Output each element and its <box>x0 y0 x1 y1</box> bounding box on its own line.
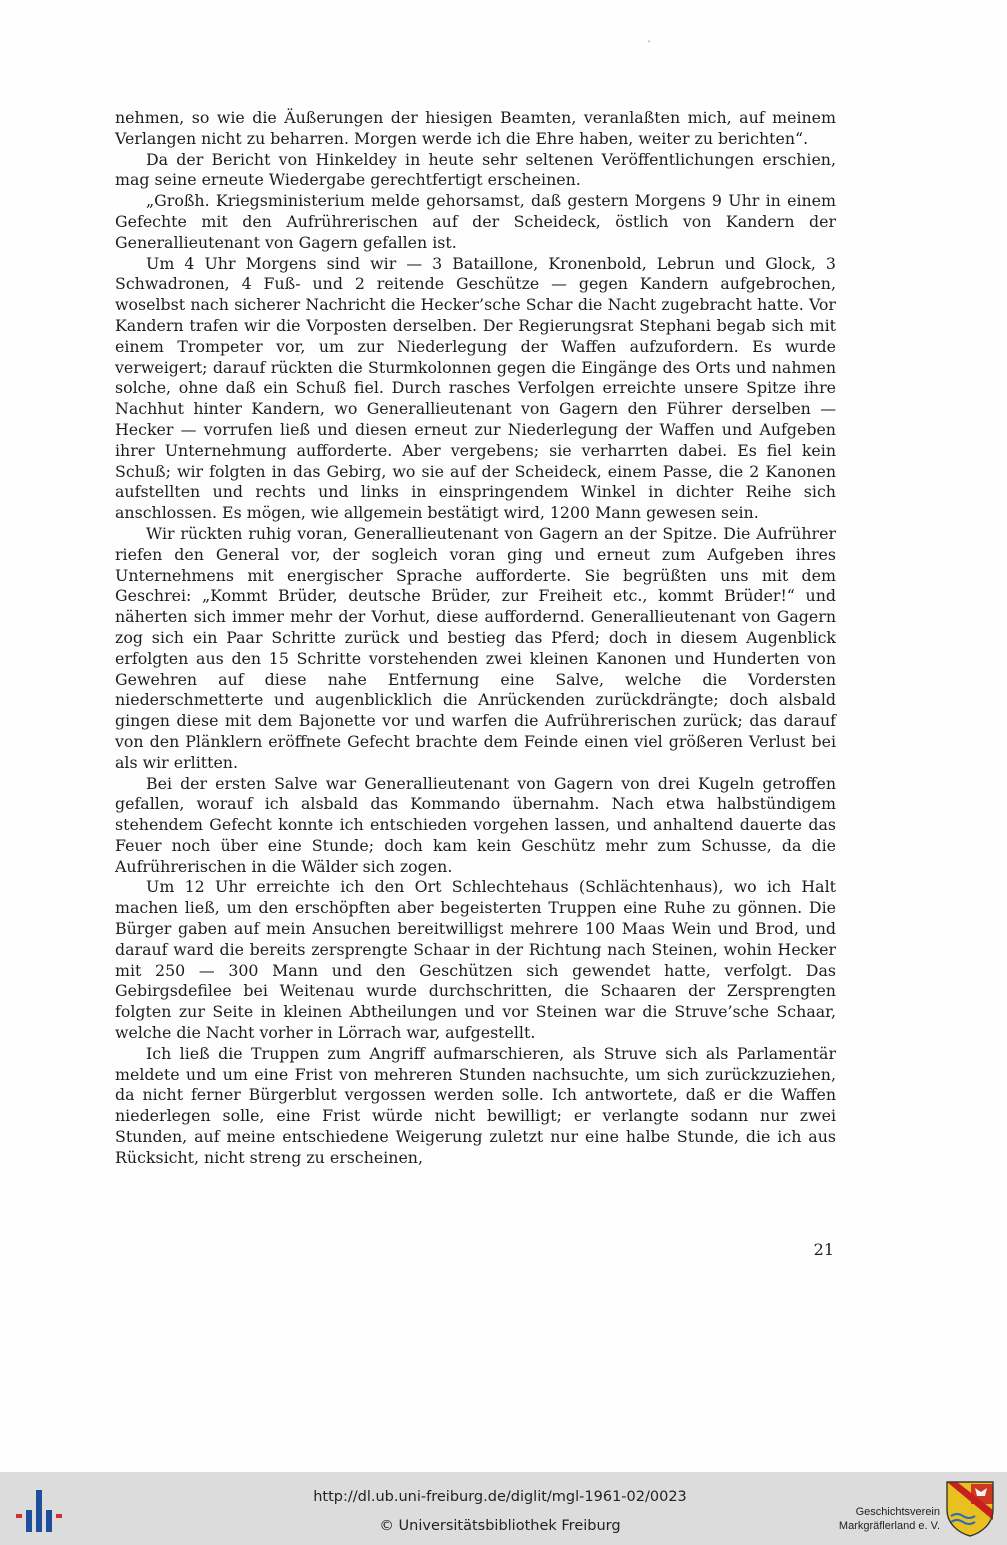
paragraph-3: „Großh. Kriegsministerium melde gehorsamst, daß gestern Morgens 9 Uhr in einem Gefechte mit den Aufrührerischen auf der Scheideck, östlich von Kandern der Generallieutenant von Gagern gefallen ist. <box>115 191 836 252</box>
society-crest-icon <box>945 1480 995 1538</box>
paragraph-6: Bei der ersten Salve war Generallieutenant von Gagern von drei Kugeln getroffen gefallen, worauf ich alsbald das Kommando übernahm. Nach etwa halbstündigem stehendem Gefecht konnte ich entschieden vorgehen lassen, und anhaltend dauerte das Feuer noch über eine Stunde; doch kam kein Geschütz mehr zum Schusse, da die Aufrührerischen in die Wälder sich zogen. <box>115 773 836 876</box>
society-name-line-2: Markgräflerland e. V. <box>838 1520 940 1532</box>
copyright-text: © Universitätsbibliothek Freiburg <box>379 1518 621 1534</box>
society-name <box>800 1505 940 1533</box>
paragraph-2: Da der Bericht von Hinkeldey in heute sehr seltenen Veröffentlichungen erschien, mag seine erneute Wiedergabe gerechtfertigt erscheinen. <box>115 149 836 190</box>
ub-freiburg-logo-icon <box>12 1484 66 1534</box>
page-number: 21 <box>813 1240 834 1259</box>
paragraph-4: Um 4 Uhr Morgens sind wir — 3 Bataillone, Kronenbold, Lebrun und Glock, 3 Schwadronen, 4 Fuß- und 2 reitende Geschütze — gegen Kandern aufgebrochen, woselbst nach sicherer Nachricht die Hecker’sche Schar die Nacht zugebracht hatte. Vor Kandern trafen wir die Vorposten derselben. Der Regierungsrat Stephani begab sich mit einem Trompeter vor, um zur Niederlegung der Waffen aufzufordern. Es wurde verweigert; darauf rückten die Sturmkolonnen gegen die Eingänge des Orts und nahmen solche, ohne daß ein Schuß fiel. Durch rasches Verfolgen erreichte unsere Spitze ihre Nachhut hinter Kandern, wo Generallieutenant von Gagern den Führer derselben — Hecker — vorrufen ließ und diesen erneut zur Niederlegung der Waffen und Aufgeben ihrer Unternehmung aufforderte. Aber vergebens; sie verharrten dabei. Es fiel kein Schuß; wir folgten in das Gebirg, wo sie auf der Scheideck, einem Passe, die 2 Kanonen aufstellten und rechts und links in einspringendem Winkel in dichter Reihe sich anschlossen. Es mögen, wie allgemein bestätigt wird, 1200 Mann gewesen sein. <box>115 253 836 523</box>
paragraph-7: Um 12 Uhr erreichte ich den Ort Schlechtehaus (Schlächtenhaus), wo ich Halt machen ließ, um den erschöpften aber begeisterten Truppen eine Ruhe zu gönnen. Die Bürger gaben auf mein Ansuchen bereitwilligst mehrere 100 Maas Wein und Brod, und darauf ward die bereits zersprengte Schaar in der Richtung nach Steinen, wohin Hecker mit 250 — 300 Mann und den Geschützen sich gewendet hatte, verfolgt. Das Gebirgsdefilee bei Weitenau wurde durchschritten, die Schaaren der Zersprengten folgten zur Seite in kleinen Abtheilungen und vor Steinen war die Struve’sche Schaar, welche die Nacht vorher in Lörrach war, aufgestellt. <box>115 877 836 1043</box>
paragraph-1: nehmen, so wie die Äußerungen der hiesigen Beamten, veranlaßten mich, auf meinem Verlangen nicht zu beharren. Morgen werde ich die Ehre haben, weiter zu berichten“. <box>115 108 836 148</box>
header-mark: ′ <box>648 40 651 51</box>
body-text <box>115 108 836 1169</box>
society-name-line-1: Geschichtsverein <box>855 1506 940 1518</box>
permalink-link[interactable]: http://dl.ub.uni-freiburg.de/diglit/mgl-1961-02/0023 <box>313 1489 687 1505</box>
footer-bar <box>0 1472 1007 1545</box>
paragraph-5: Wir rückten ruhig voran, Generallieutenant von Gagern an der Spitze. Die Aufrührer riefen den General vor, der sogleich voran ging und erneut zum Aufgeben ihres Unternehmens mit energischer Sprache aufforderte. Sie begrüßten uns mit dem Geschrei: „Kommt Brüder, deutsche Brüder, zur Freiheit etc., kommt Brüder!“ und näherten sich immer mehr der Vorhut, diese auffordernd. Generallieutenant von Gagern zog sich ein Paar Schritte zurück und bestieg das Pferd; doch in diesem Augenblick erfolgten aus den 15 Schritte vorstehenden zwei kleinen Kanonen und Hunderten von Gewehren auf diese nahe Entfernung eine Salve, welche die Vordersten niederschmetterte und augenblicklich die Anrückenden zurückdrängte; doch alsbald gingen diese mit dem Bajonette vor und warfen die Aufrührerischen zurück; das darauf von den Plänklern eröffnete Gefecht brachte dem Feinde einen viel größeren Verlust bei als wir erlitten. <box>115 523 836 772</box>
paragraph-8: Ich ließ die Truppen zum Angriff aufmarschieren, als Struve sich als Parlamentär meldete und um eine Frist von mehreren Stunden nachsuchte, um sich zurückzuziehen, da nicht ferner Bürgerblut vergossen werden solle. Ich antwortete, daß er die Waffen niederlegen solle, eine Frist würde nicht bewilligt; er verlangte sodann nur zwei Stunden, auf meine entschiedene Weigerung zuletzt nur eine halbe Stunde, die ich aus Rücksicht, nicht streng zu erscheinen, <box>115 1043 836 1167</box>
